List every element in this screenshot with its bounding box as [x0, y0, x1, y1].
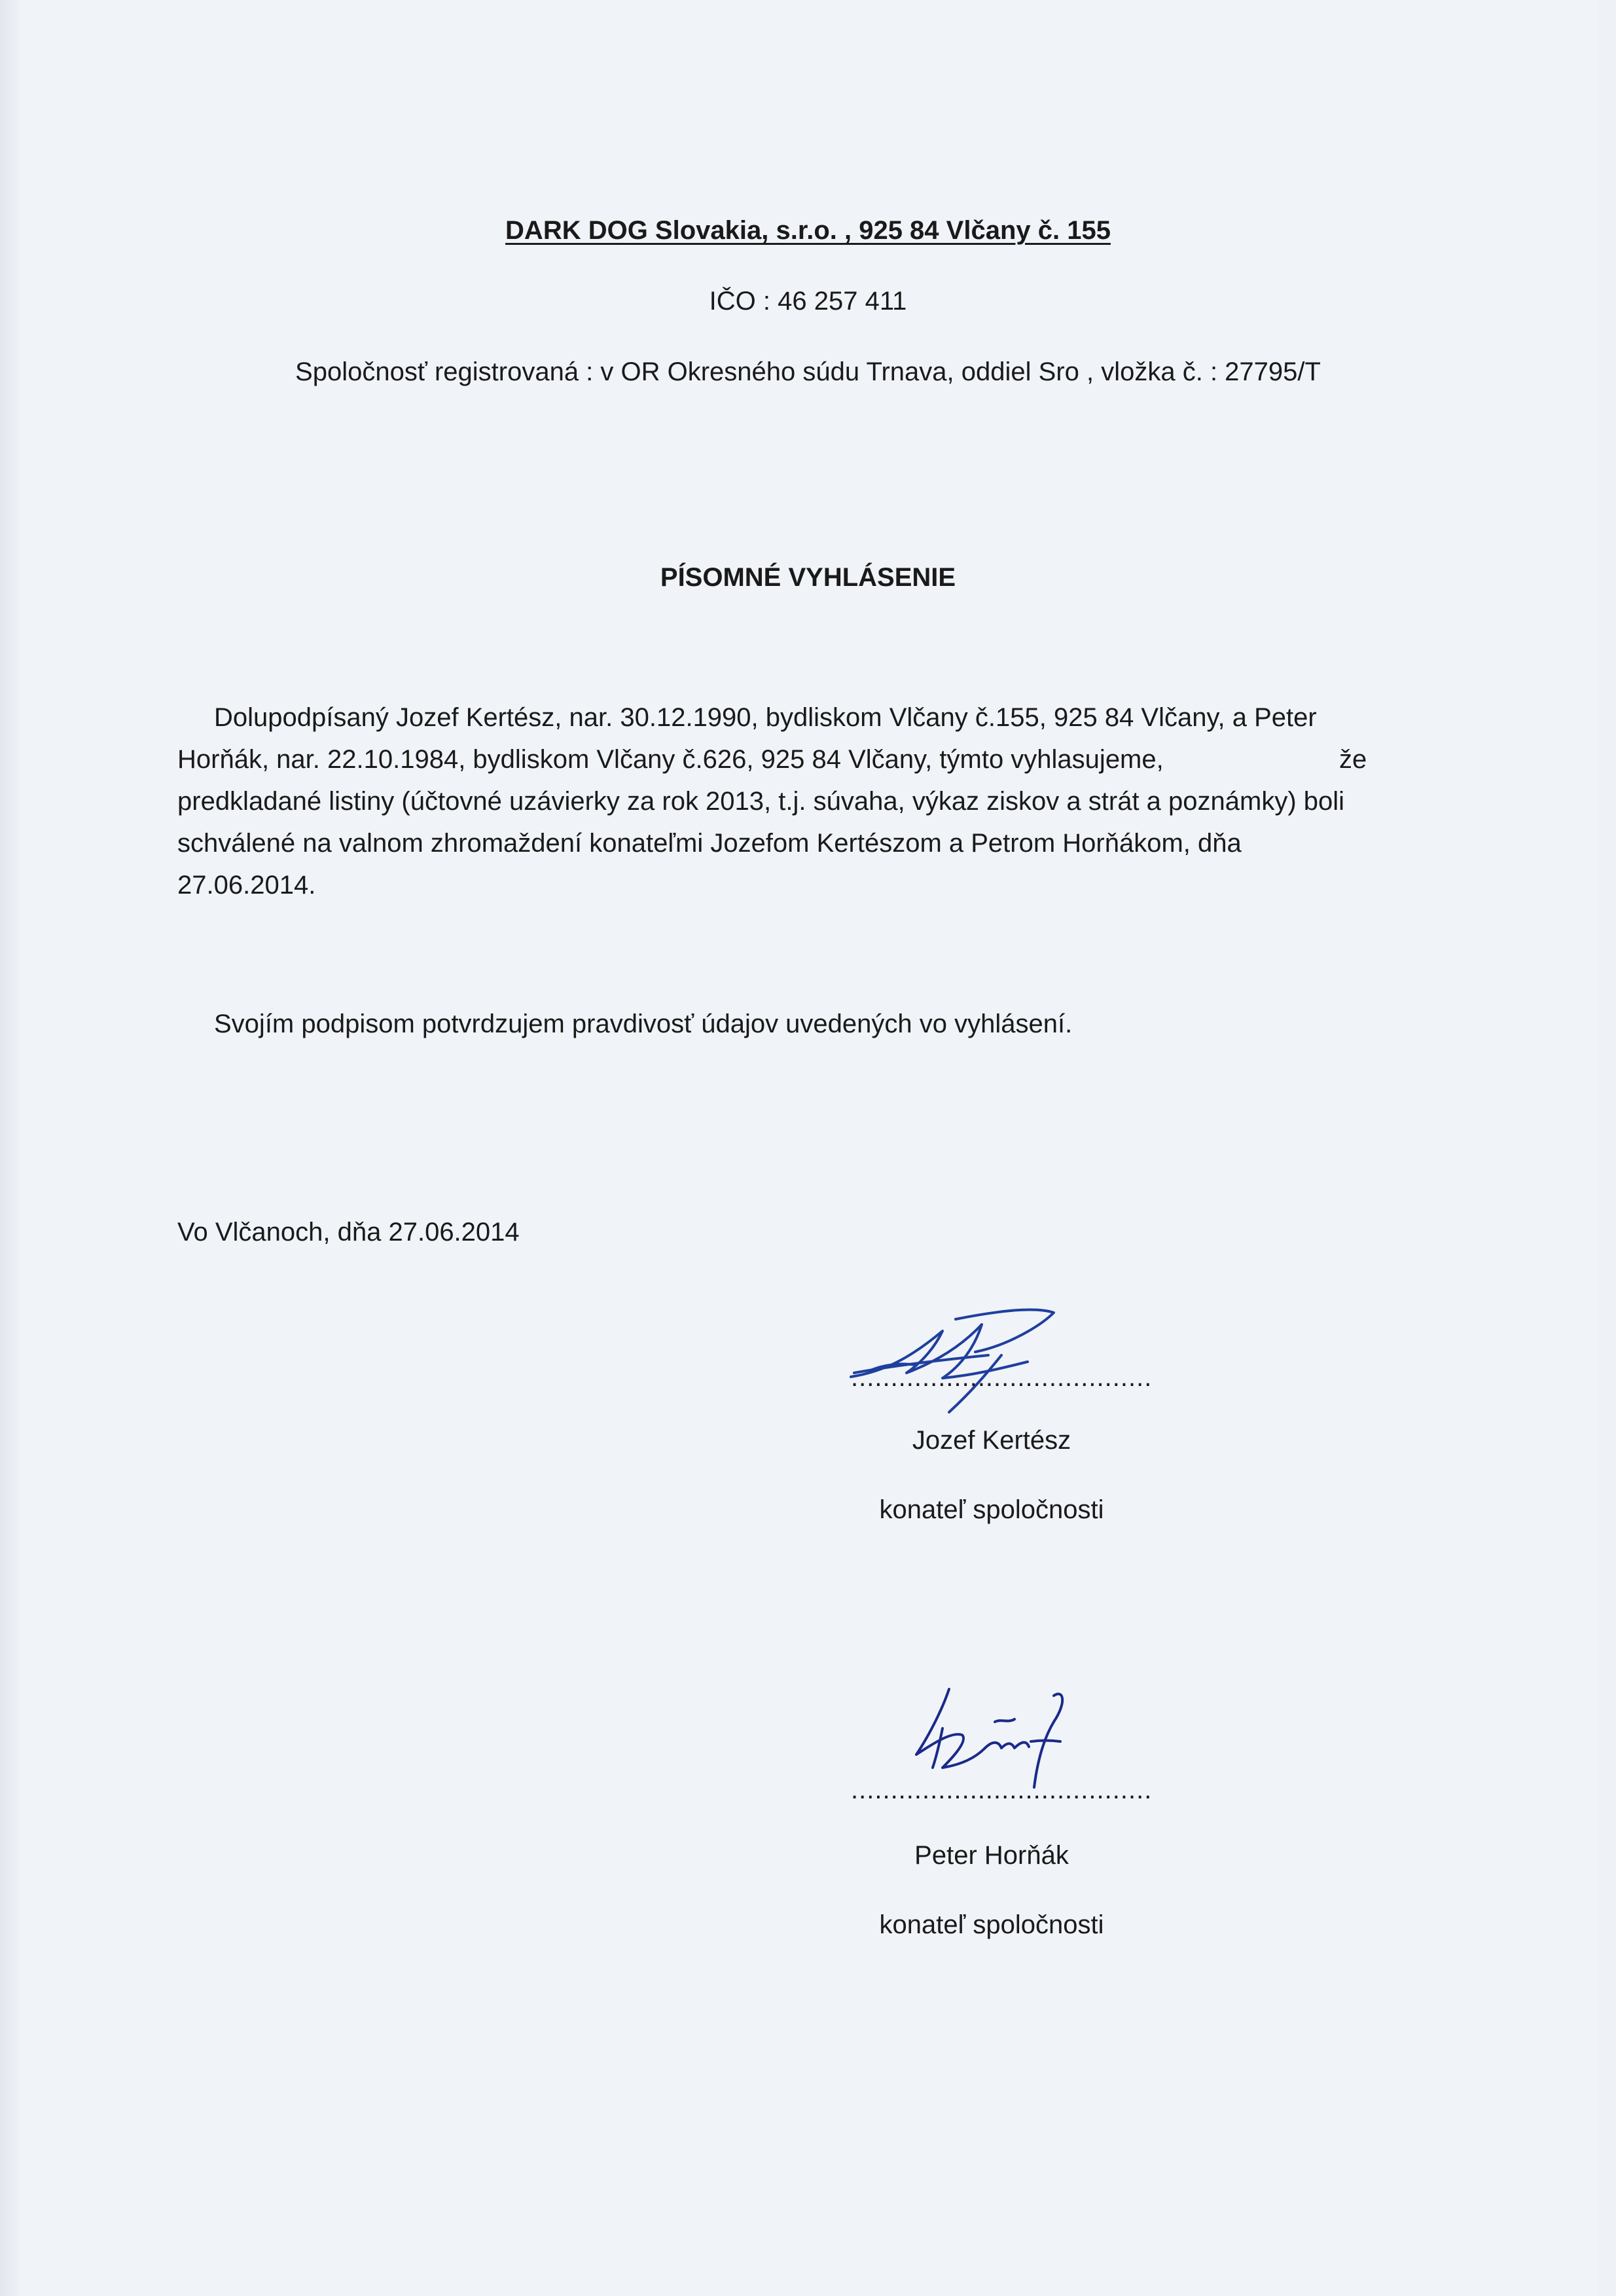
signature-dots-2: ...................................... — [851, 1776, 1153, 1804]
scan-edge — [0, 0, 20, 2296]
paragraph-line-2: Horňák, nar. 22.10.1984, bydliskom Vlčany č.626, 925 84 Vlčany, týmto vyhlasujeme, — [177, 745, 1164, 774]
signer-name-2: Peter Horňák — [914, 1841, 1069, 1870]
signer-role-1: konateľ spoločnosti — [879, 1495, 1104, 1524]
paragraph-line-3: predkladané listiny (účtovné uzávierky za rok 2013, t.j. súvaha, výkaz ziskov a strát a poznámky) boli — [177, 787, 1345, 816]
paragraph-line-4: schválené na valnom zhromaždení konateľmi Jozefom Kertészom a Petrom Horňákom, dňa — [177, 829, 1242, 858]
registration-line: Spoločnosť registrovaná : v OR Okresného súdu Trnava, oddiel Sro , vložka č. : 27795/T — [295, 357, 1321, 386]
signature-kertesz — [844, 1300, 1080, 1417]
document-title: PÍSOMNÉ VYHLÁSENIE — [660, 563, 956, 592]
paragraph-line-5: 27.06.2014. — [177, 871, 316, 900]
company-header: DARK DOG Slovakia, s.r.o. , 925 84 Vlčany č. 155 — [505, 216, 1111, 245]
signature-dots-1: ...................................... — [851, 1363, 1153, 1392]
paragraph-line-2-end: že — [1339, 745, 1367, 774]
document-page — [20, 0, 1597, 2296]
place-date: Vo Vlčanoch, dňa 27.06.2014 — [177, 1218, 520, 1247]
paragraph-line-1: Dolupodpísaný Jozef Kertész, nar. 30.12.1990, bydliskom Vlčany č.155, 925 84 Vlčany, a Peter — [214, 703, 1317, 732]
signer-role-2: konateľ spoločnosti — [879, 1910, 1104, 1939]
confirmation-line: Svojím podpisom potvrdzujem pravdivosť údajov uvedených vo vyhlásení. — [214, 1010, 1073, 1038]
ico-line: IČO : 46 257 411 — [709, 287, 907, 316]
signer-name-1: Jozef Kertész — [912, 1426, 1071, 1455]
